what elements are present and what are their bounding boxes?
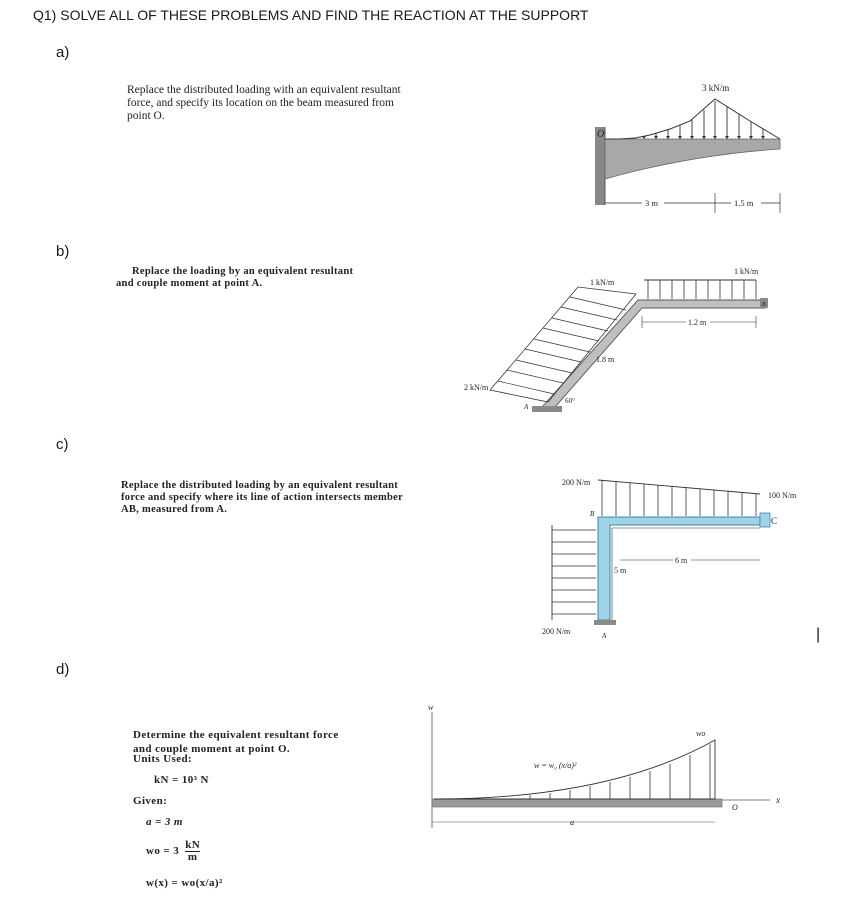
point-o-label: O — [597, 129, 605, 140]
problem-d-line: and couple moment at point O. — [133, 743, 291, 755]
top-right-load-label: 1 kN/m — [734, 267, 759, 276]
problem-d-figure — [420, 700, 800, 830]
top-left-load-label: 200 N/m — [562, 478, 591, 487]
point-b-label: B — [590, 510, 595, 518]
top-left-load-label: 1 kN/m — [590, 278, 615, 287]
arrow-heads — [642, 136, 765, 139]
point-c-label: C — [771, 516, 778, 526]
given-a: a = 3 m — [146, 816, 183, 828]
point-a-label: A — [524, 403, 529, 411]
problem-a-line: point O. — [127, 110, 165, 122]
top-right-load-label: 100 N/m — [768, 491, 797, 500]
problem-c-label: c) — [56, 436, 69, 453]
point-b-label: B — [762, 302, 766, 308]
length-label: 6 m — [675, 556, 688, 565]
wo-unit-den: m — [187, 851, 198, 863]
given-wx: w(x) = wo(x/a)² — [146, 877, 223, 889]
problem-b-line: and couple moment at point A. — [116, 278, 263, 289]
problem-c-line: Replace the distributed loading by an equivalent resultant — [121, 480, 399, 491]
beam — [432, 799, 722, 807]
given-label: Given: — [133, 795, 168, 807]
w-axis-label: w — [428, 703, 434, 712]
problem-b-figure — [460, 262, 780, 422]
problem-b-label: b) — [56, 243, 70, 260]
wo-lhs: wo = 3 — [146, 845, 180, 858]
side-load-arrows — [552, 530, 596, 614]
problem-c-figure — [530, 470, 820, 640]
problem-d-line: Determine the equivalent resultant force — [133, 729, 339, 741]
problem-c-line: AB, measured from A. — [121, 504, 228, 515]
x-axis-label: x — [776, 795, 780, 805]
bent-member — [542, 300, 765, 407]
assignment-heading: Q1) SOLVE ALL OF THESE PROBLEMS AND FIND THE REACTION AT THE SUPPORT — [33, 7, 589, 23]
problem-a-figure — [590, 75, 790, 225]
support-c — [760, 513, 770, 527]
load-peak-label: 3 kN/m — [702, 83, 730, 93]
problem-a-line: force, and specify its location on the beam measured from — [127, 97, 394, 109]
dim-1-5m-label: 1.5 m — [734, 198, 754, 208]
incline-load-label: 2 kN/m — [464, 383, 489, 392]
top-load-arrows — [648, 280, 756, 299]
problem-a-label: a) — [56, 44, 70, 61]
support-a — [594, 620, 616, 625]
problem-a-statement — [127, 84, 437, 123]
units-value: kN = 10³ N — [154, 774, 209, 786]
side-load-label: 200 N/m — [542, 627, 571, 636]
wo-unit-fraction — [185, 840, 200, 863]
given-wo — [146, 840, 200, 863]
problem-a-line: Replace the distributed loading with an equivalent resultant — [127, 84, 401, 96]
wo-unit-num: kN — [185, 839, 201, 851]
text-cursor: | — [816, 626, 821, 643]
height-label: 5 m — [614, 566, 627, 575]
problem-b-statement — [116, 266, 436, 290]
cantilever-beam — [605, 139, 780, 179]
support-a — [532, 406, 562, 412]
units-used-label: Units Used: — [133, 753, 193, 765]
incline-length-label: 1.8 m — [596, 355, 615, 364]
dim-3m-label: 3 m — [645, 198, 658, 208]
problem-b-line: Replace the loading by an equivalent resultant — [132, 266, 354, 277]
load-function-label: w = w₀ (x/a)² — [534, 761, 577, 770]
load-outline — [605, 99, 780, 139]
problem-c-line: force and specify where its line of action intersects member — [121, 492, 404, 503]
angle-label: 60° — [565, 397, 575, 405]
top-load-arrows — [602, 480, 756, 516]
dim-a-label: a — [570, 818, 574, 827]
top-load-line — [598, 480, 760, 494]
top-length-label: 1.2 m — [688, 318, 707, 327]
point-a-label: A — [602, 632, 607, 640]
point-o-label: O — [732, 803, 738, 812]
wo-label: wo — [696, 729, 706, 738]
problem-c-statement — [121, 480, 451, 516]
problem-d-label: d) — [56, 661, 70, 678]
